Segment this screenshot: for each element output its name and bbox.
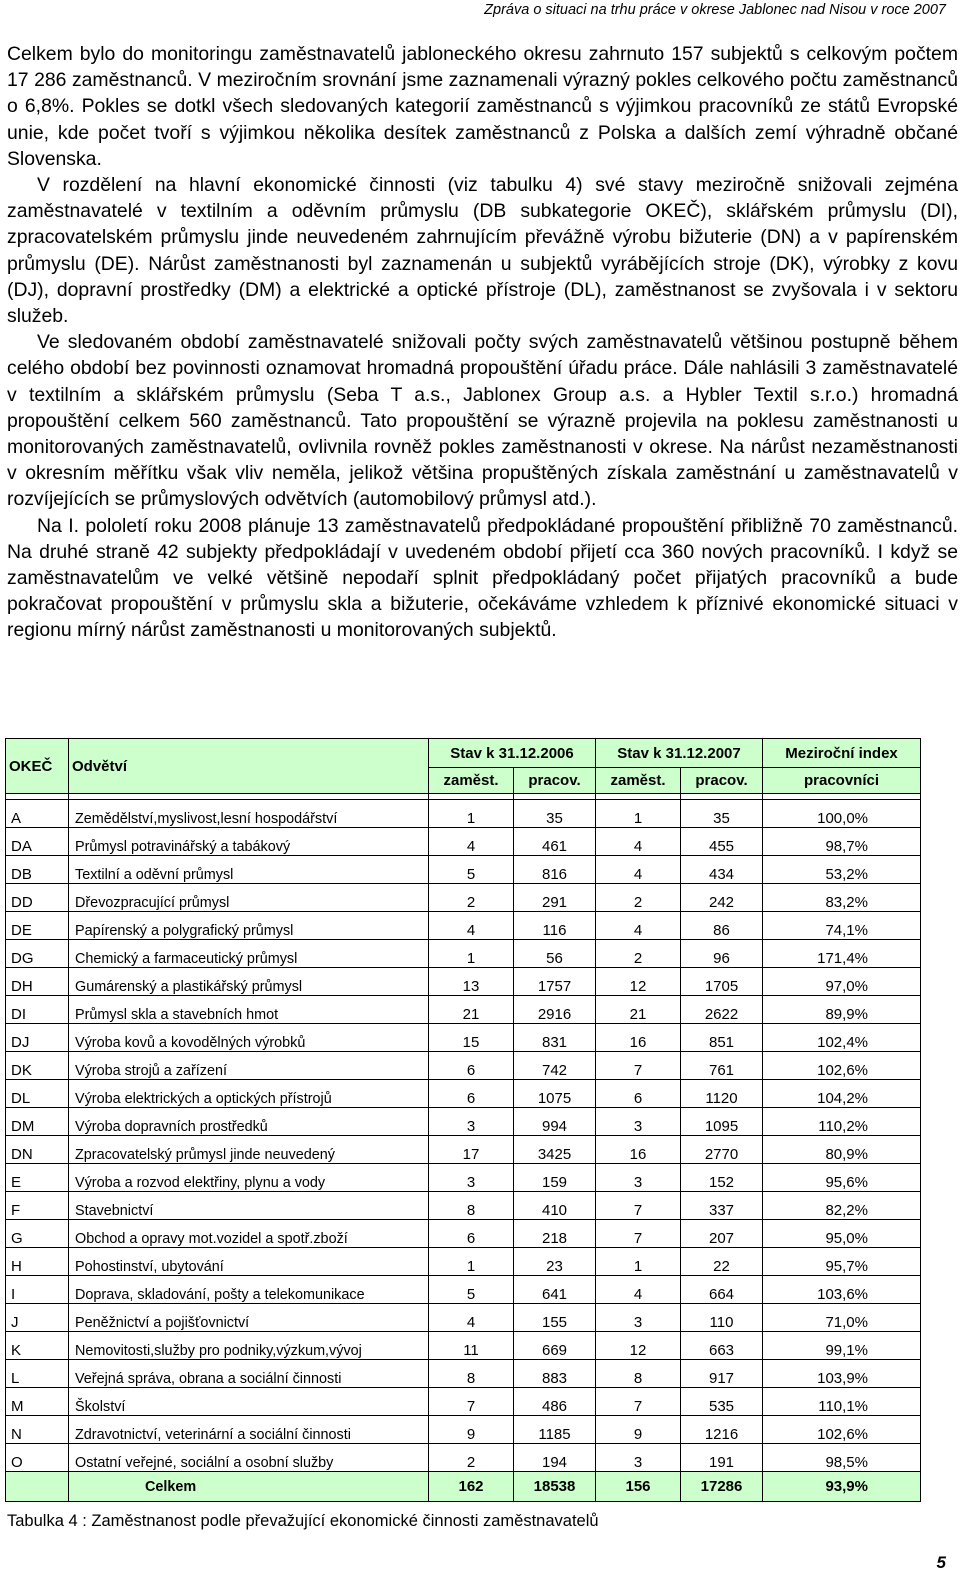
cell-pracov-2006: 218 [514,1220,596,1248]
cell-pracov-2007: 22 [681,1248,763,1276]
table-row [6,1024,921,1052]
cell-zamest-2007: 4 [596,828,681,856]
table-row [6,940,921,968]
cell-zamest-2007: 16 [596,1024,681,1052]
cell-index: 171,4% [763,940,921,968]
cell-odvetvi: Školství [69,1388,429,1416]
cell-index: 98,5% [763,1444,921,1472]
cell-pracov-2007: 917 [681,1360,763,1388]
table-row [6,1080,921,1108]
table-row [6,968,921,996]
cell-index: 102,6% [763,1052,921,1080]
cell-odvetvi: Stavebnictví [69,1192,429,1220]
cell-index: 82,2% [763,1192,921,1220]
cell-pracov-2007: 35 [681,800,763,828]
cell-index: 102,4% [763,1024,921,1052]
cell-pracov-2006: 3425 [514,1136,596,1164]
table-row [6,996,921,1024]
cell-zamest-2006: 7 [429,1388,514,1416]
cell-zamest-2007: 3 [596,1108,681,1136]
header-stav-2006: Stav k 31.12.2006 [429,739,596,768]
cell-zamest-2007: 21 [596,996,681,1024]
cell-pracov-2007: 96 [681,940,763,968]
cell-pracov-2006: 1075 [514,1080,596,1108]
cell-pracov-2006: 816 [514,856,596,884]
cell-zamest-2007: 9 [596,1416,681,1444]
table-row [6,828,921,856]
cell-zamest-2006: 3 [429,1164,514,1192]
cell-zamest-2007: 16 [596,1136,681,1164]
cell-odvetvi: Výroba kovů a kovodělných výrobků [69,1024,429,1052]
cell-index: 74,1% [763,912,921,940]
cell-okec: DH [6,968,69,996]
table-row [6,1108,921,1136]
cell-zamest-2007: 7 [596,1052,681,1080]
cell-odvetvi: Výroba dopravních prostředků [69,1108,429,1136]
cell-zamest-2006: 17 [429,1136,514,1164]
cell-pracov-2006: 486 [514,1388,596,1416]
cell-zamest-2007: 4 [596,856,681,884]
cell-okec: K [6,1332,69,1360]
cell-zamest-2006: 9 [429,1416,514,1444]
cell-zamest-2007: 2 [596,884,681,912]
cell-pracov-2007: 86 [681,912,763,940]
cell-pracov-2007: 207 [681,1220,763,1248]
cell-index: 110,2% [763,1108,921,1136]
cell-pracov-2007: 761 [681,1052,763,1080]
table-row [6,1444,921,1472]
cell-index: 97,0% [763,968,921,996]
cell-pracov-2007: 1095 [681,1108,763,1136]
cell-zamest-2006: 4 [429,912,514,940]
cell-pracov-2006: 742 [514,1052,596,1080]
cell-odvetvi: Obchod a opravy mot.vozidel a spotř.zboží [69,1220,429,1248]
cell-zamest-2006-total: 162 [429,1472,514,1502]
cell-okec: DG [6,940,69,968]
cell-zamest-2006: 15 [429,1024,514,1052]
cell-zamest-2007: 7 [596,1388,681,1416]
cell-odvetvi: Chemický a farmaceutický průmysl [69,940,429,968]
cell-odvetvi: Doprava, skladování, pošty a telekomunikace [69,1276,429,1304]
subheader-zamest-2007: zaměst. [596,768,681,794]
table-row [6,884,921,912]
cell-zamest-2006: 1 [429,940,514,968]
cell-okec: DI [6,996,69,1024]
cell-pracov-2006: 291 [514,884,596,912]
cell-odvetvi: Výroba strojů a zařízení [69,1052,429,1080]
cell-okec: DM [6,1108,69,1136]
cell-okec: L [6,1360,69,1388]
cell-index: 53,2% [763,856,921,884]
table-row [6,1220,921,1248]
cell-pracov-2006: 155 [514,1304,596,1332]
cell-zamest-2006: 8 [429,1360,514,1388]
cell-zamest-2006: 6 [429,1220,514,1248]
subheader-pracovnici: pracovníci [763,768,921,794]
cell-okec: M [6,1388,69,1416]
cell-index: 95,7% [763,1248,921,1276]
cell-okec: DN [6,1136,69,1164]
cell-zamest-2007: 1 [596,1248,681,1276]
cell-pracov-2006: 56 [514,940,596,968]
cell-pracov-2007: 2770 [681,1136,763,1164]
cell-zamest-2006: 6 [429,1080,514,1108]
cell-zamest-2006: 1 [429,1248,514,1276]
table-row [6,1136,921,1164]
cell-zamest-2007: 12 [596,1332,681,1360]
cell-pracov-2006: 23 [514,1248,596,1276]
cell-index: 98,7% [763,828,921,856]
cell-okec: DK [6,1052,69,1080]
subheader-pracov-2007: pracov. [681,768,763,794]
cell-okec: A [6,800,69,828]
cell-pracov-2006: 994 [514,1108,596,1136]
table-row [6,1388,921,1416]
cell-okec: DJ [6,1024,69,1052]
cell-odvetvi: Zpracovatelský průmysl jinde neuvedený [69,1136,429,1164]
cell-odvetvi: Výroba a rozvod elektřiny, plynu a vody [69,1164,429,1192]
table-row [6,1248,921,1276]
body-text [7,41,958,644]
cell-pracov-2006: 1757 [514,968,596,996]
cell-pracov-2007: 1120 [681,1080,763,1108]
cell-odvetvi: Zemědělství,myslivost,lesní hospodářství [69,800,429,828]
cell-zamest-2007: 4 [596,1276,681,1304]
cell-pracov-2007: 663 [681,1332,763,1360]
cell-odvetvi: Peněžnictví a pojišťovnictví [69,1304,429,1332]
header-okec: OKEČ [6,739,69,794]
cell-odvetvi: Zdravotnictví, veterinární a sociální činnosti [69,1416,429,1444]
cell-okec: E [6,1164,69,1192]
cell-zamest-2006: 3 [429,1108,514,1136]
cell-index: 99,1% [763,1332,921,1360]
table-row [6,1416,921,1444]
cell-odvetvi: Veřejná správa, obrana a sociální činnosti [69,1360,429,1388]
cell-pracov-2006: 410 [514,1192,596,1220]
cell-zamest-2007: 3 [596,1164,681,1192]
table-row [6,1304,921,1332]
cell-zamest-2007: 3 [596,1444,681,1472]
cell-okec-total [6,1472,69,1502]
cell-index: 100,0% [763,800,921,828]
table-header-row [6,739,921,768]
cell-okec: DA [6,828,69,856]
header-index: Meziroční index [763,739,921,768]
cell-index: 104,2% [763,1080,921,1108]
cell-index: 95,6% [763,1164,921,1192]
cell-okec: O [6,1444,69,1472]
cell-pracov-2006: 116 [514,912,596,940]
table-row [6,856,921,884]
cell-okec: F [6,1192,69,1220]
cell-index-total: 93,9% [763,1472,921,1502]
header-odvetvi: Odvětví [69,739,429,794]
table-row [6,800,921,828]
cell-index: 103,9% [763,1360,921,1388]
cell-pracov-2007: 2622 [681,996,763,1024]
cell-pracov-2007: 455 [681,828,763,856]
cell-pracov-2006-total: 18538 [514,1472,596,1502]
cell-zamest-2006: 2 [429,1444,514,1472]
cell-zamest-2006: 8 [429,1192,514,1220]
cell-pracov-2006: 641 [514,1276,596,1304]
cell-pracov-2006: 461 [514,828,596,856]
cell-zamest-2006: 5 [429,1276,514,1304]
cell-total-label: Celkem [69,1472,429,1502]
cell-zamest-2006: 5 [429,856,514,884]
cell-pracov-2007: 535 [681,1388,763,1416]
cell-pracov-2007: 1705 [681,968,763,996]
cell-pracov-2007: 191 [681,1444,763,1472]
cell-okec: G [6,1220,69,1248]
table-caption: Tabulka 4 : Zaměstnanost podle převažující ekonomické činnosti zaměstnavatelů [7,1512,599,1530]
cell-okec: N [6,1416,69,1444]
cell-pracov-2007: 110 [681,1304,763,1332]
cell-odvetvi: Textilní a oděvní průmysl [69,856,429,884]
cell-index: 89,9% [763,996,921,1024]
cell-pracov-2007: 664 [681,1276,763,1304]
cell-odvetvi: Průmysl potravinářský a tabákový [69,828,429,856]
cell-pracov-2007: 434 [681,856,763,884]
table-row [6,1332,921,1360]
cell-okec: I [6,1276,69,1304]
cell-zamest-2007: 3 [596,1304,681,1332]
cell-index: 103,6% [763,1276,921,1304]
cell-zamest-2006: 11 [429,1332,514,1360]
cell-okec: DB [6,856,69,884]
cell-pracov-2007: 152 [681,1164,763,1192]
cell-pracov-2007: 337 [681,1192,763,1220]
cell-zamest-2006: 1 [429,800,514,828]
cell-okec: DL [6,1080,69,1108]
cell-zamest-2007: 2 [596,940,681,968]
cell-odvetvi: Papírenský a polygrafický průmysl [69,912,429,940]
table-row [6,1276,921,1304]
cell-pracov-2007: 242 [681,884,763,912]
cell-index: 83,2% [763,884,921,912]
cell-index: 95,0% [763,1220,921,1248]
cell-zamest-2007: 8 [596,1360,681,1388]
table-row [6,1164,921,1192]
cell-zamest-2007: 4 [596,912,681,940]
cell-zamest-2006: 2 [429,884,514,912]
cell-zamest-2007: 6 [596,1080,681,1108]
employment-table [5,738,921,1502]
subheader-pracov-2006: pracov. [514,768,596,794]
table-row [6,912,921,940]
cell-pracov-2006: 669 [514,1332,596,1360]
cell-zamest-2007: 1 [596,800,681,828]
cell-odvetvi: Nemovitosti,služby pro podniky,výzkum,vývoj [69,1332,429,1360]
table-row [6,1192,921,1220]
cell-index: 110,1% [763,1388,921,1416]
subheader-zamest-2006: zaměst. [429,768,514,794]
table-row [6,1360,921,1388]
cell-pracov-2006: 159 [514,1164,596,1192]
header-stav-2007: Stav k 31.12.2007 [596,739,763,768]
cell-okec: H [6,1248,69,1276]
cell-pracov-2006: 35 [514,800,596,828]
cell-pracov-2007: 1216 [681,1416,763,1444]
cell-pracov-2006: 194 [514,1444,596,1472]
cell-zamest-2007-total: 156 [596,1472,681,1502]
paragraph: Ve sledovaném období zaměstnavatelé snižovali počty svých zaměstnavatelů většinou postupně během celého období bez povinnosti oznamovat hromadná propouštění úřadu práce. Dále nahlásili 3 zaměstnavatelé v textilním a sklářském průmyslu (Seba T a.s., Jablonex Group a.s. a Hybler Textil s.r.o.) hromadná propouštění celkem 560 zaměstnanců. Tato propouštění se výrazně projevila na poklesu zaměstnanosti u monitorovaných zaměstnavatelů, ovlivnila rovněž pokles zaměstnanosti v okrese. Na nárůst nezaměstnanosti v okresním měřítku však vliv neměla, jelikož většina propuštěných získala zaměstnání u zaměstnavatelů v rozvíjejících se průmyslových odvětvích (automobilový průmysl atd.). [7,331,958,511]
cell-okec: J [6,1304,69,1332]
cell-okec: DD [6,884,69,912]
cell-odvetvi: Výroba elektrických a optických přístrojů [69,1080,429,1108]
page-header: Zpráva o situaci na trhu práce v okrese Jablonec nad Nisou v roce 2007 [484,2,946,18]
page-number: 5 [936,1553,946,1572]
paragraph: Celkem bylo do monitoringu zaměstnavatelů jabloneckého okresu zahrnuto 157 subjektů s celkovým počtem 17 286 zaměstnanců. V meziročním srovnání jsme zaznamenali výrazný pokles celkového počtu zaměstnanců o 6,8%. Pokles se dotkl všech sledovaných kategorií zaměstnanců s výjimkou pracovníků ze států Evropské unie, kde počet tvoří s výjimkou několika desítek zaměstnanců z Polska a dalších zemí výhradně občané Slovenska. [7,43,958,170]
cell-okec: DE [6,912,69,940]
cell-zamest-2007: 12 [596,968,681,996]
cell-pracov-2007: 851 [681,1024,763,1052]
table-total-row [6,1472,921,1502]
cell-odvetvi: Ostatní veřejné, sociální a osobní služby [69,1444,429,1472]
cell-index: 71,0% [763,1304,921,1332]
cell-zamest-2006: 6 [429,1052,514,1080]
paragraph: Na I. pololetí roku 2008 plánuje 13 zaměstnavatelů předpokládané propouštění přibližně 70 zaměstnanců. Na druhé straně 42 subjekty předpokládají v uvedeném období přijetí cca 360 nových pracovníků. I když se zaměstnavatelům ve velké většině nepodaří splnit předpokládaný počet přijatých pracovníků a bude pokračovat propouštění v průmyslu skla a bižuterie, očekáváme vzhledem k příznivé ekonomické situaci v regionu mírný nárůst zaměstnanosti u monitorovaných subjektů. [7,514,958,642]
cell-zamest-2006: 13 [429,968,514,996]
cell-odvetvi: Průmysl skla a stavebních hmot [69,996,429,1024]
cell-zamest-2006: 21 [429,996,514,1024]
cell-pracov-2006: 831 [514,1024,596,1052]
cell-odvetvi: Pohostinství, ubytování [69,1248,429,1276]
cell-zamest-2007: 7 [596,1220,681,1248]
cell-pracov-2007-total: 17286 [681,1472,763,1502]
cell-zamest-2007: 7 [596,1192,681,1220]
table-row [6,1052,921,1080]
cell-index: 102,6% [763,1416,921,1444]
cell-zamest-2006: 4 [429,1304,514,1332]
cell-zamest-2006: 4 [429,828,514,856]
cell-index: 80,9% [763,1136,921,1164]
cell-pracov-2006: 2916 [514,996,596,1024]
cell-pracov-2006: 883 [514,1360,596,1388]
cell-odvetvi: Dřevozpracující průmysl [69,884,429,912]
cell-pracov-2006: 1185 [514,1416,596,1444]
paragraph: V rozdělení na hlavní ekonomické činnosti (viz tabulku 4) své stavy meziročně snižovali zejména zaměstnavatelé v textilním a oděvním průmyslu (DB subkategorie OKEČ), sklářském průmyslu (DI), zpracovatelském průmyslu jinde neuvedeném zahrnujícím převážně výrobu bižuterie (DN) a v papírenském průmyslu (DE). Nárůst zaměstnanosti byl zaznamenán u subjektů vyrábějících stroje (DK), výrobky z kovu (DJ), dopravní prostředky (DM) a elektrické a optické přístroje (DL), zaměstnanost se zvyšovala i v sektoru služeb. [7,174,958,328]
cell-odvetvi: Gumárenský a plastikářský průmysl [69,968,429,996]
